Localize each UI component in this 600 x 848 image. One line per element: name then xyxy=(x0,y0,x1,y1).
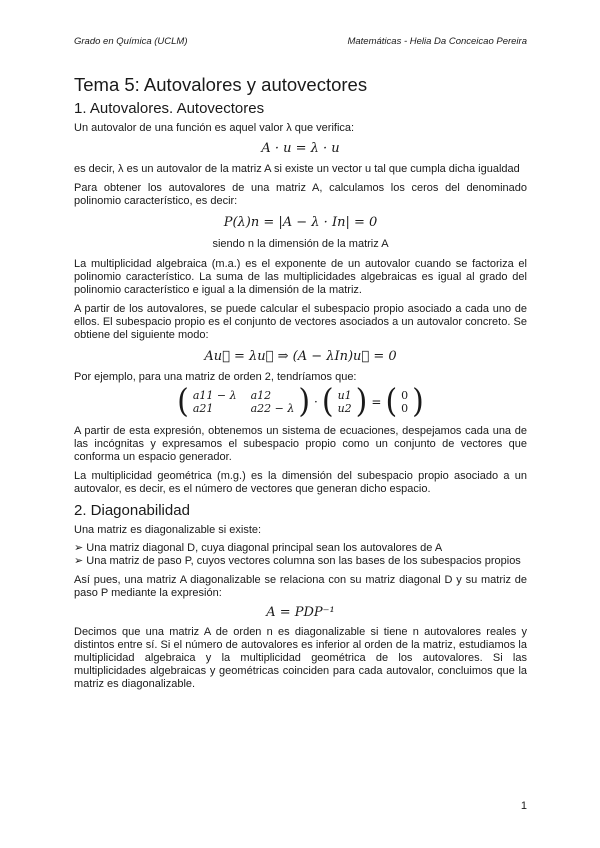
page-number: 1 xyxy=(520,800,527,812)
section-1-heading: 1. Autovalores. Autovectores xyxy=(74,100,265,117)
right-paren: ) xyxy=(355,382,368,421)
matrix-equation xyxy=(74,382,527,421)
zero-2: 0 xyxy=(401,401,409,415)
page-title: Tema 5: Autovalores y autovectores xyxy=(74,74,368,95)
paragraph-relacion: Así pues, una matriz A diagonalizable se relaciona con su matriz diagonal D y su matriz de paso P mediante la expresión: xyxy=(74,574,527,599)
list-item: ➢ Una matriz de paso P, cuyos vectores columna son las bases de los subespacios propios xyxy=(74,555,521,567)
equation-polinomio: P(λ)n = |A − λ · In| = 0 xyxy=(223,215,378,230)
paragraph-sistema: A partir de esta expresión, obtenemos un sistema de ecuaciones, despejamos cada una de las incógnitas y expresamos el subespacio propio como un conjunto de vectores que conforma un espacio generador. xyxy=(74,425,527,463)
equals-operator: = xyxy=(371,394,382,409)
paragraph-subespacio: A partir de los autovalores, se puede calcular el subespacio propio asociado a cada uno de ellos. El subespacio propio es el conjunto de vectores asociados a un autovalor concreto. Se obtiene del siguiente modo: xyxy=(74,303,527,341)
unknown-vector xyxy=(338,390,352,415)
paragraph-polinomio: Para obtener los autovalores de una matriz A, calculamos los ceros del denominado polinomio característico, es decir: xyxy=(74,182,527,207)
vector-u2: u2 xyxy=(337,401,352,415)
header-subject-author: Matemáticas - Helia Da Conceicao Pereira xyxy=(347,36,527,47)
list-item: ➢ Una matriz diagonal D, cuya diagonal principal sean los autovalores de A xyxy=(74,542,443,554)
page-content xyxy=(74,74,527,691)
equation-subespacio: Au⃗ = λu⃗ ⇒ (A − λIn)u⃗ = 0 xyxy=(204,349,397,364)
paragraph-multiplicidad-algebraica: La multiplicidad algebraica (m.a.) es el exponente de un autovalor cuando se factoriza el polinomio característico. La suma de las multiplicidades algebraicas es igual al grado del polinomio característico e igual a la dimensión de la matriz. xyxy=(74,258,527,296)
left-paren: ( xyxy=(385,382,398,421)
paragraph-multiplicidad-geometrica: La multiplicidad geométrica (m.g.) es la dimensión del subespacio propio asociado a un autovalor, es decir, es el número de vectores que generan dicho espacio. xyxy=(74,470,527,495)
paragraph-conclusion: Decimos que una matriz A de orden n es diagonalizable si tiene n autovalores reales y distintos entre sí. Si el número de autovalores es inferior al orden de la matriz, estudiamos la multiplicidad algebraica y la multiplicidad geométrica de los autovalores. Si las multiplicidades algebraicas y geométricas coinciden para cada autovalor, concluimos que la matriz es diagonalizable. xyxy=(74,626,527,690)
paragraph-autovalor-explain: es decir, λ es un autovalor de la matriz A si existe un vector u tal que cumpla dicha igualdad xyxy=(74,163,520,175)
paragraph-ejemplo: Por ejemplo, para una matriz de orden 2, tendríamos que: xyxy=(74,371,357,383)
zero-vector xyxy=(401,390,408,415)
matrix-a12: a12 xyxy=(250,388,272,402)
zero-1: 0 xyxy=(401,388,409,402)
right-paren: ) xyxy=(298,382,311,421)
left-paren: ( xyxy=(177,382,189,421)
coefficient-matrix xyxy=(193,390,295,415)
paragraph-autovalor-def: Un autovalor de una función es aquel valor λ que verifica: xyxy=(74,122,355,134)
note-dimension: siendo n la dimensión de la matriz A xyxy=(212,238,389,250)
page-header xyxy=(74,36,527,48)
dot-operator: · xyxy=(314,394,318,409)
matrix-a21: a21 xyxy=(192,401,214,415)
equation-eigen: A · u = λ · u xyxy=(261,141,340,156)
bullet-list xyxy=(74,542,527,568)
right-paren: ) xyxy=(412,382,424,421)
vector-u1: u1 xyxy=(337,388,352,402)
paragraph-diagonalizable-def: Una matriz es diagonalizable si existe: xyxy=(74,524,262,536)
section-2-heading: 2. Diagonabilidad xyxy=(74,502,190,519)
left-paren: ( xyxy=(321,382,334,421)
header-course: Grado en Química (UCLM) xyxy=(74,36,188,47)
matrix-a11: a11 − λ xyxy=(192,388,237,402)
equation-diagonal: A = PDP⁻¹ xyxy=(266,605,335,620)
matrix-a22: a22 − λ xyxy=(250,401,295,415)
